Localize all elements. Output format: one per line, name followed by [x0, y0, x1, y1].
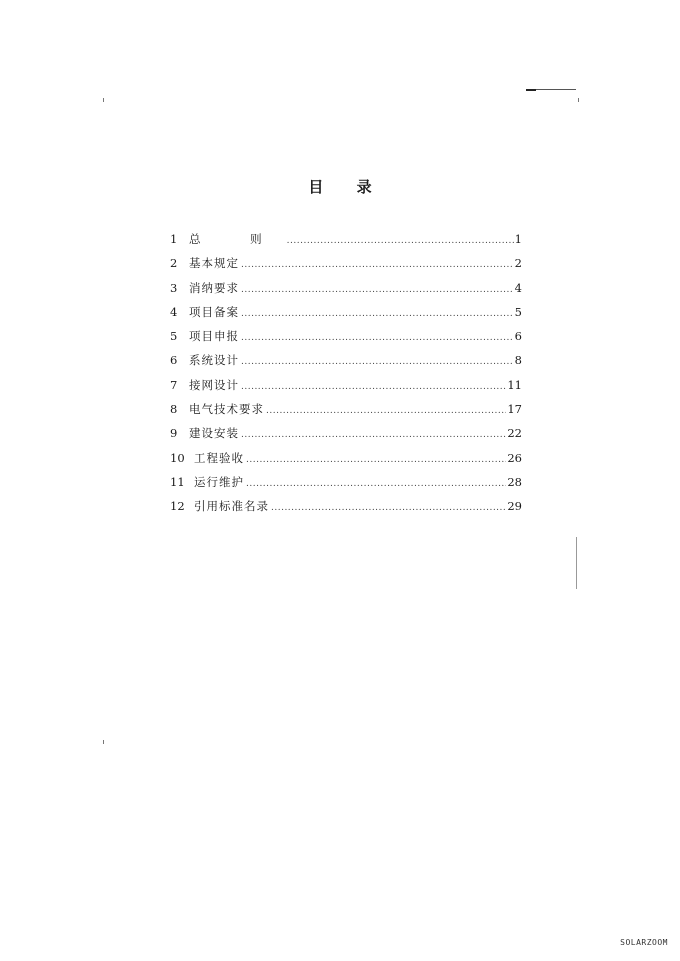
- toc-entry[interactable]: [170, 470, 522, 494]
- toc-entry-page: 2: [514, 256, 522, 271]
- toc-leader-dots: [246, 448, 506, 472]
- toc-entry-label: 电气技术要求: [189, 402, 264, 417]
- toc-entry[interactable]: [170, 300, 522, 324]
- toc-title: 目 录: [308, 178, 386, 196]
- toc-entry-page: 28: [507, 474, 522, 489]
- toc-leader-dots: [241, 375, 506, 399]
- toc-entry-label: 项目备案: [189, 304, 239, 319]
- toc-entry-label: 建设安装: [189, 426, 239, 441]
- toc-entry-page: 26: [507, 450, 522, 465]
- toc-entry-label: 消纳要求: [189, 280, 239, 295]
- toc-entry-page: 6: [514, 329, 522, 344]
- toc-entry-number: 5: [170, 329, 178, 344]
- toc-entry-page: 29: [507, 499, 522, 514]
- toc-leader-dots: [246, 472, 506, 496]
- watermark-text: SOLARZOOM: [620, 938, 668, 947]
- toc-entry[interactable]: [170, 373, 522, 397]
- corner-tick-top-right: [578, 98, 579, 102]
- toc-entry-page: 17: [507, 402, 522, 417]
- toc-entry[interactable]: [170, 324, 522, 348]
- toc-entry-number: 12: [170, 499, 185, 514]
- toc-entry[interactable]: [170, 251, 522, 275]
- toc-entry[interactable]: [170, 348, 522, 372]
- toc-entry[interactable]: [170, 276, 522, 300]
- toc-entry-number: 9: [170, 426, 178, 441]
- toc-entry-number: 7: [170, 377, 178, 392]
- toc-entry-label: 工程验收: [194, 450, 244, 465]
- toc-entry[interactable]: [170, 227, 522, 251]
- toc-leader-dots: [266, 399, 506, 423]
- toc-leader-dots: [241, 423, 506, 447]
- toc-entry-number: 11: [170, 474, 185, 489]
- toc-leader-dots: [271, 496, 506, 520]
- toc-entry-page: 1: [514, 232, 522, 246]
- toc-entry-label: 运行维护: [194, 474, 244, 489]
- toc-entry-number: 4: [170, 304, 178, 319]
- toc-entry-page: 8: [514, 353, 522, 368]
- toc-entry-number: 10: [170, 450, 185, 465]
- toc-leader-dots: [241, 302, 514, 326]
- toc-entry-page: 11: [507, 377, 522, 392]
- toc-entry[interactable]: [170, 421, 522, 445]
- toc-entry-number: 8: [170, 402, 178, 417]
- toc-list: [170, 227, 522, 519]
- toc-entry-page: 22: [507, 426, 522, 441]
- toc-entry-number: 1: [170, 232, 178, 246]
- toc-leader-dots: [241, 326, 514, 350]
- header-rule-accent: [526, 89, 536, 91]
- corner-tick-bottom-left: [103, 740, 104, 744]
- toc-entry-number: 3: [170, 280, 178, 295]
- toc-leader-dots: [241, 350, 514, 374]
- toc-entry-label: 接网设计: [189, 377, 239, 392]
- toc-leader-dots: [241, 253, 514, 277]
- toc-entry[interactable]: [170, 494, 522, 518]
- toc-entry[interactable]: [170, 446, 522, 470]
- toc-entry-page: 5: [514, 304, 522, 319]
- toc-entry-label: 总 则: [189, 232, 285, 246]
- toc-entry-label: 系统设计: [189, 353, 239, 368]
- toc-entry-page: 4: [514, 280, 522, 295]
- margin-bar: [576, 537, 577, 589]
- toc-leader-dots: [287, 229, 514, 253]
- toc-entry-number: 6: [170, 353, 178, 368]
- toc-leader-dots: [241, 278, 514, 302]
- toc-entry-number: 2: [170, 256, 178, 271]
- corner-tick-top-left: [103, 98, 104, 102]
- toc-entry-label: 引用标准名录: [194, 499, 269, 514]
- toc-entry-label: 基本规定: [189, 256, 239, 271]
- toc-entry[interactable]: [170, 397, 522, 421]
- toc-entry-label: 项目申报: [189, 329, 239, 344]
